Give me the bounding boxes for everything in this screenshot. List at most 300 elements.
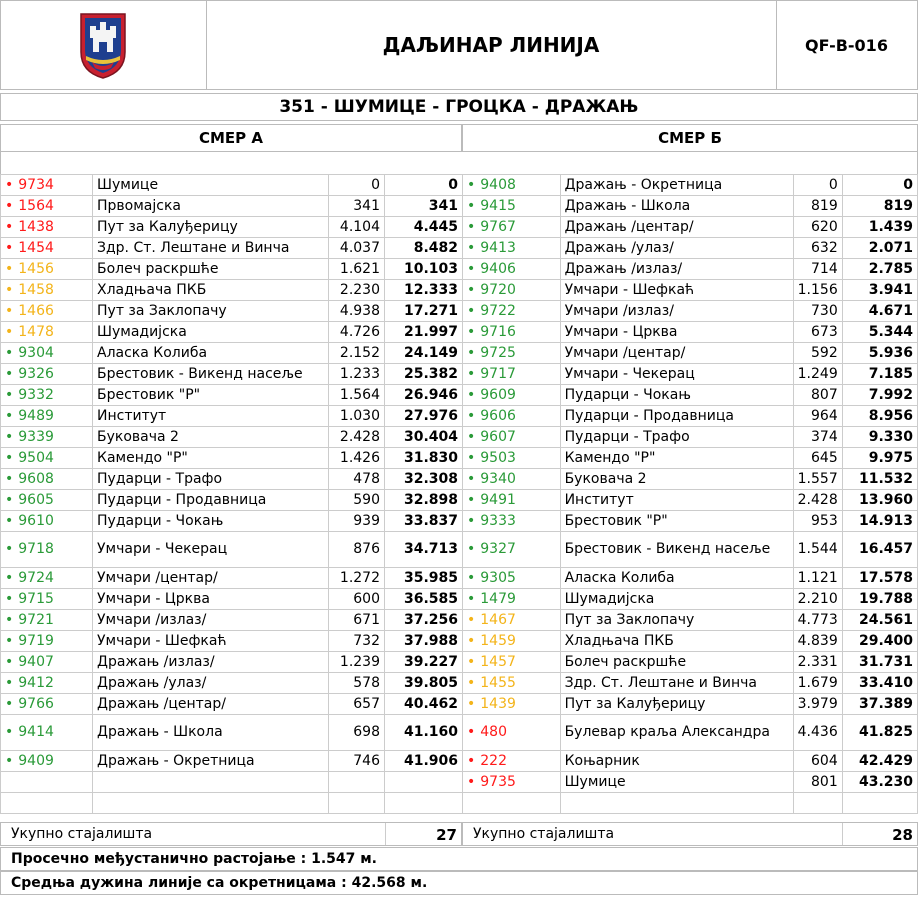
stop-code-value: 9717 xyxy=(480,365,516,382)
logo-cell xyxy=(1,1,207,89)
table-row xyxy=(1,589,463,610)
stop-distance: 645 xyxy=(793,448,842,469)
stop-code-value: 9340 xyxy=(480,470,516,487)
table-row xyxy=(463,280,918,301)
stop-name: Умчари - Чекерац xyxy=(560,364,793,385)
stop-distance: 2.230 xyxy=(329,280,385,301)
bullet-icon: • xyxy=(467,365,476,382)
stop-name: Умчари /центар/ xyxy=(560,343,793,364)
stop-distance: 2.331 xyxy=(793,652,842,673)
stop-name: Дражањ /центар/ xyxy=(93,694,329,715)
total-value: 28 xyxy=(892,826,913,844)
stop-distance: 4.726 xyxy=(329,322,385,343)
stop-cumulative: 4.671 xyxy=(842,301,917,322)
bullet-icon: • xyxy=(467,470,476,487)
stop-name: Аласка Колиба xyxy=(93,343,329,364)
bullet-icon: • xyxy=(5,323,14,340)
bullet-icon: • xyxy=(467,197,476,214)
stop-code-value: 9609 xyxy=(480,386,516,403)
stop-name: Буковача 2 xyxy=(93,427,329,448)
bullet-icon: • xyxy=(5,407,14,424)
stop-distance: 671 xyxy=(329,610,385,631)
stop-code xyxy=(463,610,561,631)
stop-code-value: 9607 xyxy=(480,428,516,445)
bullet-icon: • xyxy=(5,365,14,382)
stop-cumulative: 24.561 xyxy=(842,610,917,631)
table-row xyxy=(1,280,463,301)
stop-distance: 807 xyxy=(793,385,842,406)
table-row xyxy=(1,217,463,238)
table-row xyxy=(463,715,918,751)
stop-cumulative: 0 xyxy=(385,175,463,196)
stop-cumulative: 5.344 xyxy=(842,322,917,343)
stop-name: Брестовик "Р" xyxy=(560,511,793,532)
direction-b-total xyxy=(462,822,918,846)
bullet-icon: • xyxy=(467,512,476,529)
stop-distance: 714 xyxy=(793,259,842,280)
bullet-icon: • xyxy=(467,218,476,235)
stop-code xyxy=(1,532,93,568)
stop-code-value: 9414 xyxy=(18,724,54,740)
stop-code-value: 9734 xyxy=(18,176,54,193)
stop-code-value: 9409 xyxy=(18,752,54,769)
bullet-icon: • xyxy=(467,724,476,740)
stop-cumulative: 17.271 xyxy=(385,301,463,322)
table-row xyxy=(1,631,463,652)
table-row xyxy=(1,448,463,469)
stop-code-value: 9721 xyxy=(18,611,54,628)
stop-cumulative: 4.445 xyxy=(385,217,463,238)
stop-code-value: 1564 xyxy=(18,197,54,214)
stop-code xyxy=(463,511,561,532)
stop-name: Умчари - Црква xyxy=(560,322,793,343)
stop-code xyxy=(463,652,561,673)
stop-name: Институт xyxy=(560,490,793,511)
stop-code xyxy=(1,568,93,589)
stop-code-value: 1467 xyxy=(480,611,516,628)
stop-distance: 876 xyxy=(329,532,385,568)
stop-code xyxy=(463,301,561,322)
stop-code xyxy=(1,448,93,469)
stop-code-value: 9333 xyxy=(480,512,516,529)
table-row xyxy=(463,589,918,610)
header xyxy=(0,0,918,90)
table-row xyxy=(463,322,918,343)
stop-distance: 1.121 xyxy=(793,568,842,589)
table-row xyxy=(1,427,463,448)
bullet-icon: • xyxy=(467,611,476,628)
stop-name: Болеч раскршће xyxy=(93,259,329,280)
stop-name: Аласка Колиба xyxy=(560,568,793,589)
stop-distance: 1.030 xyxy=(329,406,385,427)
bullet-icon: • xyxy=(5,695,14,712)
stop-cumulative: 41.906 xyxy=(385,751,463,772)
table-row xyxy=(463,427,918,448)
stop-code-value: 1457 xyxy=(480,653,516,670)
direction-b-table xyxy=(462,174,918,814)
stop-code-value: 1455 xyxy=(480,674,516,691)
stop-name: Умчари - Шефкаћ xyxy=(560,280,793,301)
stop-code xyxy=(1,511,93,532)
stop-code-value: 1478 xyxy=(18,323,54,340)
stop-distance: 4.773 xyxy=(793,610,842,631)
stop-code-value: 9413 xyxy=(480,239,516,256)
stop-cumulative: 31.731 xyxy=(842,652,917,673)
table-row xyxy=(463,175,918,196)
stop-code xyxy=(463,490,561,511)
stop-name: Булевар краља Александра xyxy=(560,715,793,751)
bullet-icon: • xyxy=(5,302,14,319)
stop-code xyxy=(1,673,93,694)
stop-code xyxy=(463,217,561,238)
stop-code xyxy=(1,196,93,217)
bullet-icon: • xyxy=(467,176,476,193)
table-row xyxy=(463,673,918,694)
stop-code xyxy=(463,751,561,772)
total-label: Укупно стајалишта xyxy=(473,826,615,842)
table-row xyxy=(1,301,463,322)
bullet-icon: • xyxy=(467,281,476,298)
stop-code xyxy=(463,715,561,751)
stop-cumulative: 42.429 xyxy=(842,751,917,772)
stop-code-value: 480 xyxy=(480,724,507,740)
bullet-icon: • xyxy=(5,512,14,529)
stop-code-value: 9503 xyxy=(480,449,516,466)
stop-distance: 730 xyxy=(793,301,842,322)
coat-of-arms-icon xyxy=(78,12,128,80)
stop-name: Коњарник xyxy=(560,751,793,772)
stop-code-value: 9504 xyxy=(18,449,54,466)
bullet-icon: • xyxy=(467,344,476,361)
stop-distance: 578 xyxy=(329,673,385,694)
stop-cumulative: 27.976 xyxy=(385,406,463,427)
stop-code xyxy=(463,448,561,469)
bullet-icon: • xyxy=(467,491,476,508)
stop-code-value: 1466 xyxy=(18,302,54,319)
stop-code-value: 1479 xyxy=(480,590,516,607)
stop-distance: 590 xyxy=(329,490,385,511)
stop-distance: 4.839 xyxy=(793,631,842,652)
stop-distance: 1.233 xyxy=(329,364,385,385)
stop-distance: 1.272 xyxy=(329,568,385,589)
table-row xyxy=(1,322,463,343)
stop-code-value: 9767 xyxy=(480,218,516,235)
stop-code xyxy=(463,175,561,196)
stop-distance: 478 xyxy=(329,469,385,490)
stop-code xyxy=(1,301,93,322)
bullet-icon: • xyxy=(467,386,476,403)
stop-name: Институт xyxy=(93,406,329,427)
stop-name: Хладњача ПКБ xyxy=(560,631,793,652)
bullet-icon: • xyxy=(5,197,14,214)
table-row xyxy=(1,673,463,694)
stop-name: Пударци - Чокањ xyxy=(560,385,793,406)
average-distance: Просечно међустанично растојање : 1.547 м. xyxy=(0,847,918,871)
table-row xyxy=(1,469,463,490)
table-row xyxy=(1,385,463,406)
stop-distance: 0 xyxy=(329,175,385,196)
table-row xyxy=(1,751,463,772)
stop-code xyxy=(1,610,93,631)
stop-cumulative: 3.941 xyxy=(842,280,917,301)
stop-code-value: 1459 xyxy=(480,632,516,649)
stop-distance: 964 xyxy=(793,406,842,427)
table-row xyxy=(463,469,918,490)
stop-code xyxy=(463,772,561,793)
stop-distance: 2.152 xyxy=(329,343,385,364)
stop-cumulative: 25.382 xyxy=(385,364,463,385)
stop-code xyxy=(1,175,93,196)
table-row xyxy=(463,631,918,652)
stop-cumulative: 33.837 xyxy=(385,511,463,532)
stop-code-value: 9326 xyxy=(18,365,54,382)
bullet-icon: • xyxy=(5,611,14,628)
stop-distance: 1.679 xyxy=(793,673,842,694)
stop-distance: 1.156 xyxy=(793,280,842,301)
stop-cumulative: 29.400 xyxy=(842,631,917,652)
stop-distance: 657 xyxy=(329,694,385,715)
table-row xyxy=(463,532,918,568)
stop-distance: 1.564 xyxy=(329,385,385,406)
stop-distance: 620 xyxy=(793,217,842,238)
stop-cumulative: 10.103 xyxy=(385,259,463,280)
bullet-icon: • xyxy=(5,569,14,586)
stop-distance: 1.249 xyxy=(793,364,842,385)
bullet-icon: • xyxy=(5,239,14,256)
stop-code xyxy=(463,238,561,259)
stop-cumulative: 40.462 xyxy=(385,694,463,715)
stop-code-value: 9489 xyxy=(18,407,54,424)
stop-code-value: 9327 xyxy=(480,541,516,557)
table-row xyxy=(1,406,463,427)
bullet-icon: • xyxy=(467,752,476,769)
stop-cumulative: 16.457 xyxy=(842,532,917,568)
direction-b-header: СМЕР Б xyxy=(462,124,918,152)
stop-distance: 746 xyxy=(329,751,385,772)
bullet-icon: • xyxy=(5,428,14,445)
stop-distance: 801 xyxy=(793,772,842,793)
table-row xyxy=(1,568,463,589)
stop-name: Дражањ /излаз/ xyxy=(560,259,793,280)
stop-name: Буковача 2 xyxy=(560,469,793,490)
table-row xyxy=(463,196,918,217)
table-row xyxy=(463,694,918,715)
stop-cumulative: 41.160 xyxy=(385,715,463,751)
total-label: Укупно стајалишта xyxy=(11,826,153,842)
stop-code xyxy=(463,427,561,448)
stop-cumulative: 32.308 xyxy=(385,469,463,490)
blank-row xyxy=(1,772,463,793)
table-row xyxy=(463,568,918,589)
table-row xyxy=(1,532,463,568)
table-row xyxy=(463,490,918,511)
direction-a-total xyxy=(0,822,462,846)
table-row xyxy=(463,259,918,280)
table-row xyxy=(1,364,463,385)
stop-distance: 604 xyxy=(793,751,842,772)
stop-cumulative: 0 xyxy=(842,175,917,196)
stop-name: Пут за Калуђерицу xyxy=(93,217,329,238)
stop-name: Дражањ /центар/ xyxy=(560,217,793,238)
stop-name: Брестовик - Викенд насеље xyxy=(93,364,329,385)
bullet-icon: • xyxy=(467,302,476,319)
stop-distance: 4.436 xyxy=(793,715,842,751)
stop-distance: 939 xyxy=(329,511,385,532)
stop-code xyxy=(1,322,93,343)
stop-distance: 592 xyxy=(793,343,842,364)
blank-row xyxy=(1,793,463,814)
stop-distance: 1.621 xyxy=(329,259,385,280)
stop-code-value: 9332 xyxy=(18,386,54,403)
stop-name: Дражањ - Школа xyxy=(560,196,793,217)
stop-cumulative: 341 xyxy=(385,196,463,217)
stop-code-value: 9408 xyxy=(480,176,516,193)
stop-cumulative: 2.785 xyxy=(842,259,917,280)
stop-code xyxy=(1,259,93,280)
table-row xyxy=(1,196,463,217)
stop-cumulative: 35.985 xyxy=(385,568,463,589)
stop-cumulative: 819 xyxy=(842,196,917,217)
stop-cumulative: 8.956 xyxy=(842,406,917,427)
stop-code xyxy=(1,280,93,301)
stop-code-value: 9610 xyxy=(18,512,54,529)
stop-cumulative: 8.482 xyxy=(385,238,463,259)
stop-code xyxy=(1,589,93,610)
table-row xyxy=(463,238,918,259)
stop-distance: 0 xyxy=(793,175,842,196)
stop-name: Умчари /центар/ xyxy=(93,568,329,589)
stop-cumulative: 5.936 xyxy=(842,343,917,364)
stop-code-value: 9716 xyxy=(480,323,516,340)
bullet-icon: • xyxy=(5,590,14,607)
stop-distance: 600 xyxy=(329,589,385,610)
stop-name: Умчари /излаз/ xyxy=(560,301,793,322)
stop-distance: 4.938 xyxy=(329,301,385,322)
bullet-icon: • xyxy=(467,653,476,670)
stop-code xyxy=(463,568,561,589)
stop-cumulative: 37.389 xyxy=(842,694,917,715)
stop-name: Здр. Ст. Лештане и Винча xyxy=(93,238,329,259)
table-row xyxy=(1,511,463,532)
stop-name: Пут за Калуђерицу xyxy=(560,694,793,715)
stop-code xyxy=(1,631,93,652)
stop-code xyxy=(463,259,561,280)
bullet-icon: • xyxy=(467,569,476,586)
stop-code xyxy=(463,673,561,694)
bullet-icon: • xyxy=(467,632,476,649)
stop-code-value: 1454 xyxy=(18,239,54,256)
stop-cumulative: 13.960 xyxy=(842,490,917,511)
stop-distance: 1.239 xyxy=(329,652,385,673)
stop-cumulative: 11.532 xyxy=(842,469,917,490)
bullet-icon: • xyxy=(467,773,476,790)
stop-distance: 673 xyxy=(793,322,842,343)
document-code: QF-B-016 xyxy=(805,35,888,55)
stop-name: Дражањ - Школа xyxy=(93,715,329,751)
stop-cumulative: 39.227 xyxy=(385,652,463,673)
stop-code xyxy=(1,364,93,385)
stop-distance: 953 xyxy=(793,511,842,532)
table-row xyxy=(463,610,918,631)
stop-code-value: 9724 xyxy=(18,569,54,586)
bullet-icon: • xyxy=(467,449,476,466)
table-row xyxy=(463,364,918,385)
stop-code-value: 9304 xyxy=(18,344,54,361)
stop-code-value: 9415 xyxy=(480,197,516,214)
stop-name: Дражањ /улаз/ xyxy=(560,238,793,259)
stop-code-value: 9719 xyxy=(18,632,54,649)
stop-code-value: 9407 xyxy=(18,653,54,670)
stop-code xyxy=(463,322,561,343)
stop-name: Шумадијска xyxy=(560,589,793,610)
bullet-icon: • xyxy=(5,653,14,670)
bullet-icon: • xyxy=(5,541,14,557)
stop-code xyxy=(463,364,561,385)
stop-code-value: 9412 xyxy=(18,674,54,691)
stop-code-value: 9722 xyxy=(480,302,516,319)
bullet-icon: • xyxy=(467,260,476,277)
stop-cumulative: 14.913 xyxy=(842,511,917,532)
stop-cumulative: 2.071 xyxy=(842,238,917,259)
stop-code xyxy=(1,385,93,406)
stop-distance: 4.037 xyxy=(329,238,385,259)
stop-cumulative: 1.439 xyxy=(842,217,917,238)
table-row xyxy=(1,694,463,715)
stop-distance: 3.979 xyxy=(793,694,842,715)
stop-code-value: 1439 xyxy=(480,695,516,712)
stop-cumulative: 36.585 xyxy=(385,589,463,610)
stop-cumulative: 7.185 xyxy=(842,364,917,385)
stop-code xyxy=(1,406,93,427)
stop-distance: 632 xyxy=(793,238,842,259)
stop-code-value: 9766 xyxy=(18,695,54,712)
stop-code xyxy=(1,694,93,715)
stop-code-value: 9608 xyxy=(18,470,54,487)
stop-code xyxy=(463,280,561,301)
blank-row xyxy=(463,793,918,814)
stop-name: Брестовик "Р" xyxy=(93,385,329,406)
stop-code xyxy=(463,385,561,406)
stop-code-value: 9735 xyxy=(480,773,516,790)
stop-code xyxy=(463,631,561,652)
stop-code-value: 9725 xyxy=(480,344,516,361)
stop-cumulative: 9.975 xyxy=(842,448,917,469)
bullet-icon: • xyxy=(467,695,476,712)
direction-a-table xyxy=(0,174,463,814)
stop-cumulative: 37.256 xyxy=(385,610,463,631)
stop-name: Умчари - Чекерац xyxy=(93,532,329,568)
bullet-icon: • xyxy=(467,590,476,607)
stop-name: Пударци - Продавница xyxy=(93,490,329,511)
stop-cumulative: 26.946 xyxy=(385,385,463,406)
stop-code-value: 9718 xyxy=(18,541,54,557)
stop-cumulative: 30.404 xyxy=(385,427,463,448)
table-row xyxy=(1,343,463,364)
bullet-icon: • xyxy=(5,724,14,740)
table-row xyxy=(1,238,463,259)
stop-distance: 819 xyxy=(793,196,842,217)
bullet-icon: • xyxy=(5,470,14,487)
bullet-icon: • xyxy=(467,428,476,445)
bullet-icon: • xyxy=(5,386,14,403)
bullet-icon: • xyxy=(467,541,476,557)
stop-cumulative: 17.578 xyxy=(842,568,917,589)
bullet-icon: • xyxy=(5,674,14,691)
stop-name: Дражањ - Окретница xyxy=(93,751,329,772)
stop-code-value: 9339 xyxy=(18,428,54,445)
stop-code xyxy=(1,469,93,490)
stop-name: Умчари - Црква xyxy=(93,589,329,610)
